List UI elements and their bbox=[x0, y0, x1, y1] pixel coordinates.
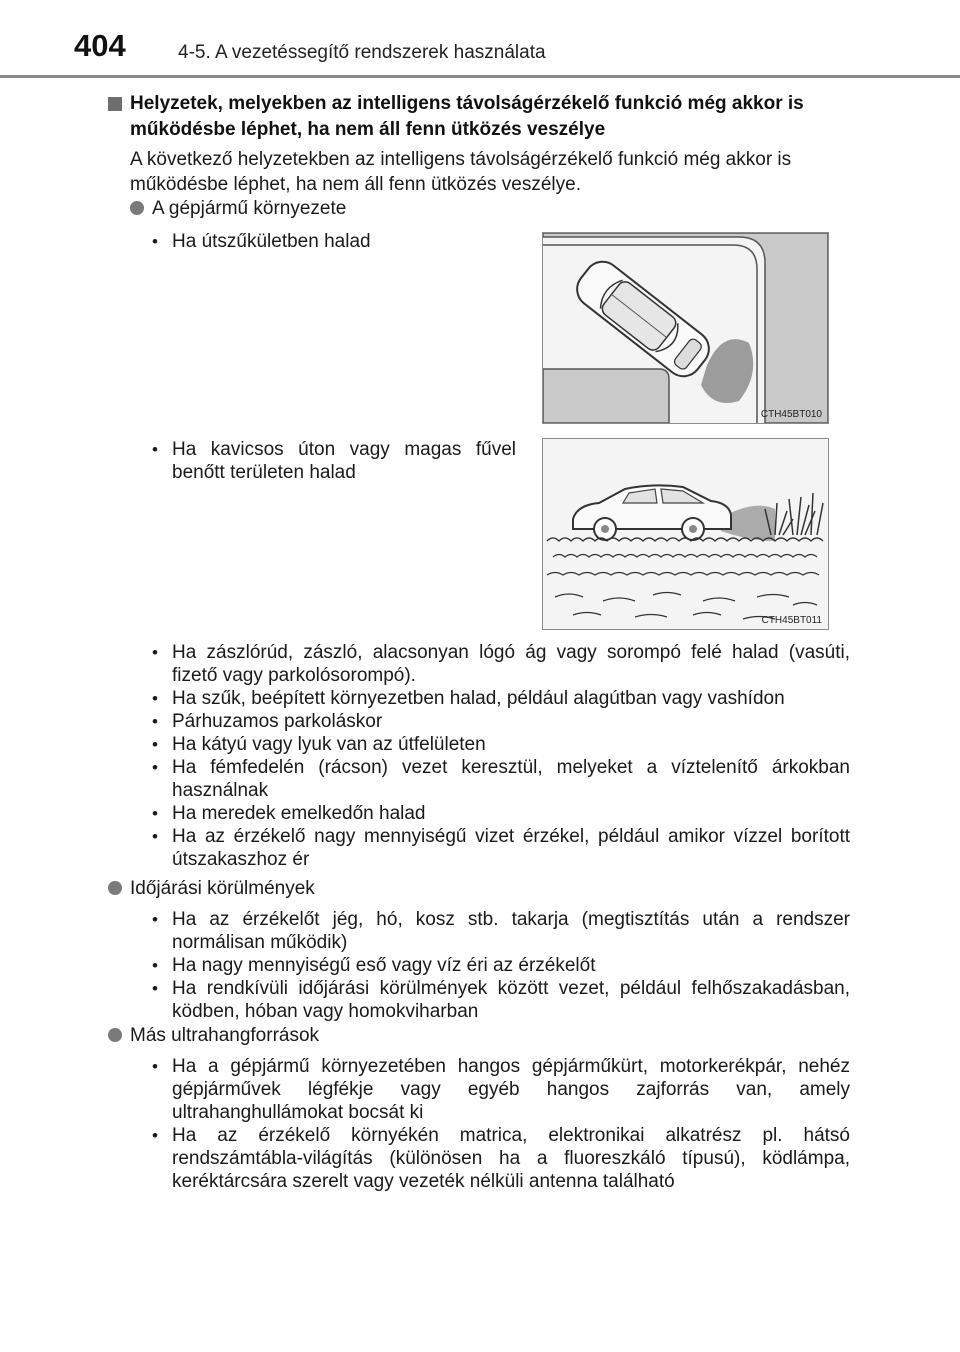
figure-bullet-list-1 bbox=[150, 230, 516, 253]
figure-code: CTH45BT010 bbox=[760, 409, 822, 420]
list-item: • Ha a gépjármű környezetében hangos gépjárműkürt, motorkerékpár, nehéz gépjárművek légfékje vagy egyéb hangos zajforrás van, amely ultrahanghullámokat bocsát ki bbox=[150, 1055, 850, 1124]
list-item: • Ha kátyú vagy lyuk van az útfelületen bbox=[150, 733, 850, 756]
list-item: • Ha rendkívüli időjárási körülmények között vezet, például felhőszakadásban, ködben, hóban vagy homokviharban bbox=[150, 977, 850, 1023]
sub-heading bbox=[108, 91, 856, 143]
list-item: • Ha az érzékelő nagy mennyiségű vizet érzékel, például amikor vízzel borított útszakaszhoz ér bbox=[150, 825, 850, 871]
figure-code: CTH45BT011 bbox=[761, 615, 822, 626]
list-item: • Ha zászlórúd, zászló, alacsonyan lógó ág vagy sorompó felé halad (vasúti, fizető vagy parkolósorompó). bbox=[150, 641, 850, 687]
intro-paragraph: A következő helyzetekben az intelligens távolságérzékelő funkció még akkor is működésbe léphet, ha nem áll fenn ütközés veszélye. bbox=[130, 149, 792, 195]
list-item: • Ha meredek emelkedőn halad bbox=[150, 802, 850, 825]
ultrasound-bullet-list bbox=[150, 1055, 850, 1193]
group-heading-text: Más ultrahangforrások bbox=[130, 1025, 320, 1046]
narrow-road-illustration bbox=[543, 233, 828, 423]
figure-narrow-road bbox=[542, 232, 829, 424]
page-number: 404 bbox=[74, 28, 126, 63]
figure-gravel-road bbox=[542, 438, 829, 630]
sub-heading-text: Helyzetek, melyekben az intelligens távolságérzékelő funkció még akkor is működésbe léphet, ha nem áll fenn ütközés veszélye bbox=[130, 93, 804, 140]
round-bullet-icon bbox=[130, 201, 144, 215]
round-bullet-icon bbox=[108, 1028, 122, 1042]
group-heading-weather bbox=[108, 876, 508, 901]
group-heading-text: Időjárási körülmények bbox=[130, 878, 315, 899]
group-heading-environment bbox=[130, 196, 530, 221]
group-heading-text: A gépjármű környezete bbox=[152, 198, 347, 219]
environment-bullet-list bbox=[150, 641, 850, 871]
list-item: • Ha kavicsos úton vagy magas fűvel benőtt területen halad bbox=[150, 438, 516, 484]
weather-bullet-list bbox=[150, 908, 850, 1023]
list-item: • Ha fémfedelén (rácson) vezet keresztül, melyeket a víztelenítő árkokban használnak bbox=[150, 756, 850, 802]
square-bullet-icon bbox=[108, 97, 122, 111]
group-heading-ultrasound bbox=[108, 1023, 508, 1048]
list-item: • Párhuzamos parkoláskor bbox=[150, 710, 850, 733]
list-item: • Ha nagy mennyiségű eső vagy víz éri az érzékelőt bbox=[150, 954, 850, 977]
header-divider bbox=[0, 75, 960, 78]
section-title: 4-5. A vezetéssegítő rendszerek használata bbox=[178, 42, 546, 63]
figure-bullet-list-2 bbox=[150, 438, 516, 484]
gravel-road-illustration bbox=[543, 439, 828, 629]
page-header bbox=[0, 0, 960, 80]
list-item: • Ha az érzékelőt jég, hó, kosz stb. takarja (megtisztítás után a rendszer normálisan működik) bbox=[150, 908, 850, 954]
round-bullet-icon bbox=[108, 881, 122, 895]
list-item: • Ha az érzékelő környékén matrica, elektronikai alkatrész pl. hátsó rendszámtábla-világítás (különösen ha a fluoreszkáló típusú), ködlámpa, keréktárcsára szerelt vagy vezeték nélküli antenna található bbox=[150, 1124, 850, 1193]
list-item: • Ha útszűkületben halad bbox=[150, 230, 516, 253]
list-item: • Ha szűk, beépített környezetben halad, például alagútban vagy vashídon bbox=[150, 687, 850, 710]
